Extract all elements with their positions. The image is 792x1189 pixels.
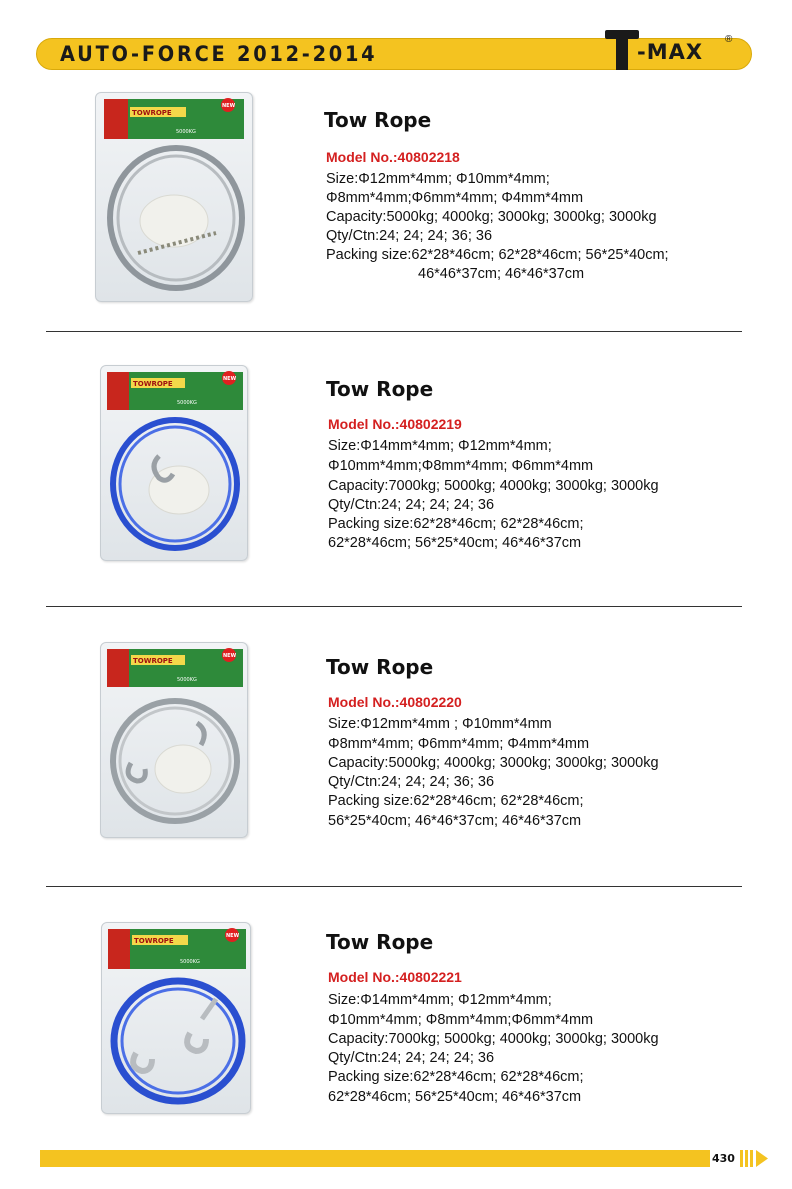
product-title: Tow Rope [326,930,434,954]
spec-line: Φ8mm*4mm;Φ6mm*4mm; Φ4mm*4mm [326,190,584,206]
model-number: Model No.:40802221 [328,969,462,985]
package-name: TOWROPE [133,657,173,665]
spec-line: 56*25*40cm; 46*46*37cm; 46*46*37cm [328,813,582,829]
catalog-title: AUTO-FORCE 2012-2014 [60,42,378,66]
spec-line: Φ10mm*4mm;Φ8mm*4mm; Φ6mm*4mm [328,458,594,474]
section-divider [46,331,742,332]
spec-line: Packing size:62*28*46cm; 62*28*46cm; [328,516,584,532]
product-photo [101,922,251,1114]
product-photo [100,365,248,561]
rope-coil [114,981,242,1101]
spec-line: Qty/Ctn:24; 24; 24; 24; 36 [328,497,495,513]
spec-line: Capacity:7000kg; 5000kg; 4000kg; 3000kg; 3000kg [328,478,659,494]
hook [128,763,145,781]
spec-line: 46*46*37cm; 46*46*37cm [418,266,585,282]
package-capacity: 5000KG [176,129,196,135]
spec-line: Packing size:62*28*46cm; 62*28*46cm; 56*25*40cm; [326,247,669,263]
new-badge-label: NEW [223,653,237,659]
spec-line: Φ8mm*4mm; Φ6mm*4mm; Φ4mm*4mm [328,736,590,752]
model-number: Model No.:40802219 [328,416,462,432]
spec-line: Φ10mm*4mm; Φ8mm*4mm;Φ6mm*4mm [328,1012,594,1028]
new-badge-label: NEW [222,103,236,109]
spec-line: Qty/Ctn:24; 24; 24; 36; 36 [326,228,493,244]
spec-line: 62*28*46cm; 56*25*40cm; 46*46*37cm [328,1089,582,1105]
spec-line: Packing size:62*28*46cm; 62*28*46cm; [328,1069,584,1085]
package-capacity: 5000KG [177,677,197,683]
spec-line: Size:Φ14mm*4mm; Φ12mm*4mm; [328,992,552,1008]
spec-line: Size:Φ12mm*4mm; Φ10mm*4mm; [326,171,550,187]
package-name: TOWROPE [134,937,174,945]
section-divider [46,886,742,887]
product-title: Tow Rope [326,655,434,679]
new-badge-label: NEW [223,376,237,382]
spec-line: Qty/Ctn:24; 24; 24; 24; 36 [328,1050,495,1066]
spec-line: Qty/Ctn:24; 24; 24; 36; 36 [328,774,495,790]
spec-line: Capacity:5000kg; 4000kg; 3000kg; 3000kg; 3000kg [326,209,657,225]
spec-line: 62*28*46cm; 56*25*40cm; 46*46*37cm [328,535,582,551]
tow-rope-package-illustration [101,643,248,838]
hook [133,1053,152,1071]
brand-logo [605,28,745,72]
section-divider [46,606,742,607]
package-capacity: 5000KG [177,400,197,406]
package-capacity: 5000KG [180,959,200,965]
gloves [155,745,211,793]
spec-line: Size:Φ14mm*4mm; Φ12mm*4mm; [328,438,552,454]
model-number: Model No.:40802218 [326,149,460,165]
model-number: Model No.:40802220 [328,694,462,710]
page-number: 430 [712,1152,735,1165]
spec-line: Size:Φ12mm*4mm ; Φ10mm*4mm [328,716,552,732]
footer-arrow-icon [740,1150,770,1167]
package-name: TOWROPE [133,380,173,388]
product-title: Tow Rope [324,108,432,132]
brand-t-mark [605,30,639,70]
product-photo [95,92,253,302]
package-name: TOWROPE [132,109,172,117]
spec-line: Capacity:7000kg; 5000kg; 4000kg; 3000kg; 3000kg [328,1031,659,1047]
spec-line: Capacity:5000kg; 4000kg; 3000kg; 3000kg; 3000kg [328,755,659,771]
tow-rope-package-illustration [102,923,251,1114]
product-title: Tow Rope [326,377,434,401]
spec-line: Packing size:62*28*46cm; 62*28*46cm; [328,793,584,809]
product-photo [100,642,248,838]
brand-name: -MAX [637,40,704,64]
new-badge-label: NEW [226,933,240,939]
footer-bar [40,1150,710,1167]
tow-rope-package-illustration [96,93,253,302]
tow-rope-package-illustration [101,366,248,561]
brand-registered-mark: ® [725,34,733,45]
